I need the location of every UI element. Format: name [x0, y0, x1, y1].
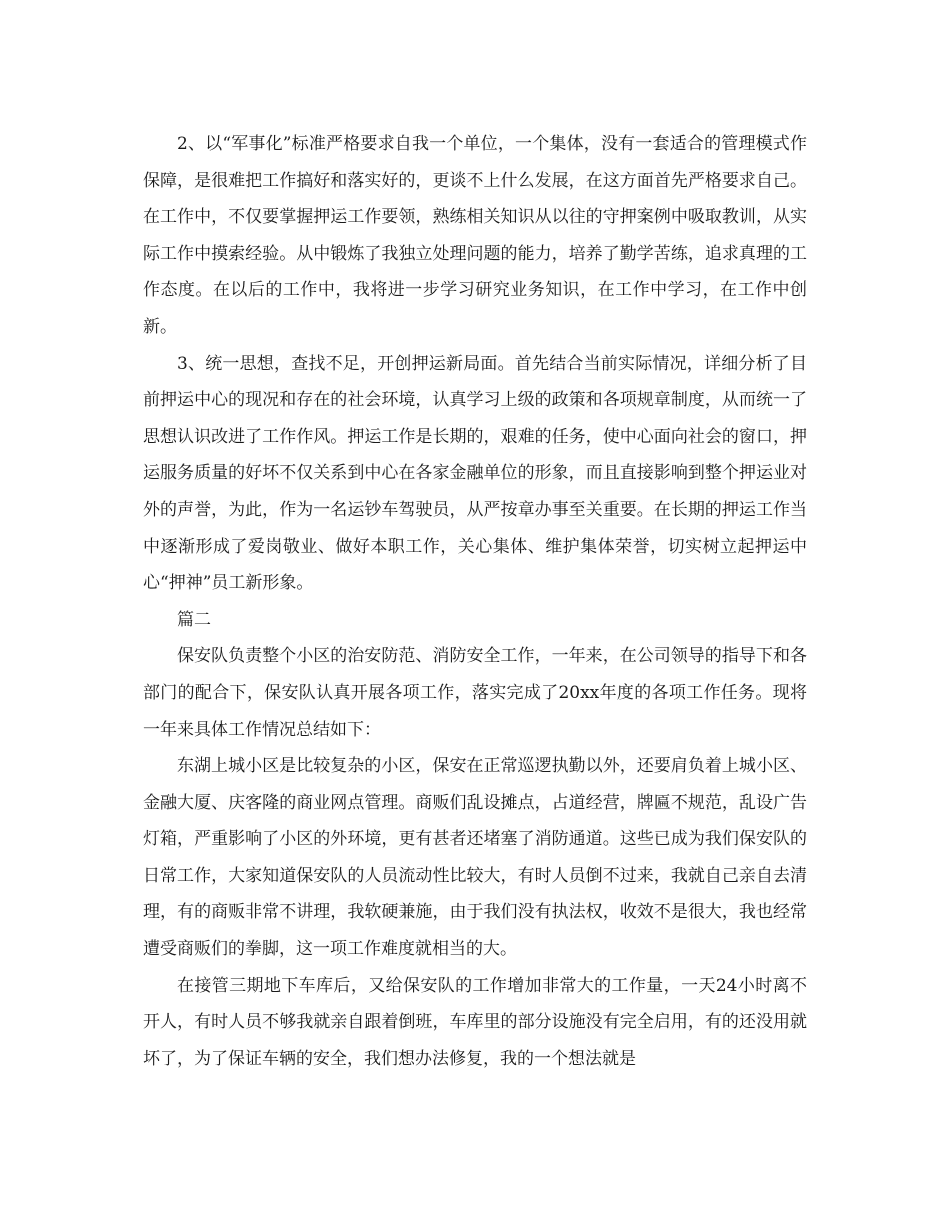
- paragraph-intro: 保安队负责整个小区的治安防范、消防安全工作，一年来，在公司领导的指导下和各部门的配合下，保安队认真开展各项工作，落实完成了20xx年度的各项工作任务。现将一年来具体工作情况总结如下：: [143, 646, 807, 740]
- paragraph-item-3: 3、统一思想，查找不足，开创押运新局面。首先结合当前实际情况，详细分析了目前押运中心的现况和存在的社会环境，认真学习上级的政策和各项规章制度，从而统一了思想认识改进了工作作风。押运工作是长期的，艰难的任务，使中心面向社会的窗口，押运服务质量的好坏不仅关系到中心在各家金融单位的形象，而且直接影响到整个押运业对外的声誉，为此，作为一名运钞车驾驶员，从严按章办事至关重要。在长期的押运工作当中逐渐形成了爱岗敬业、做好本职工作，关心集体、维护集体荣誉，切实树立起押运中心“押神”员工新形象。: [143, 353, 807, 594]
- paragraph-community: 东湖上城小区是比较复杂的小区，保安在正常巡逻执勤以外，还要肩负着上城小区、金融大厦、庆客隆的商业网点管理。商贩们乱设摊点，占道经营，牌匾不规范，乱设广告灯箱，严重影响了小区的外环境，更有甚者还堵塞了消防通道。这些已成为我们保安队的日常工作，大家知道保安队的人员流动性比较大，有时人员倒不过来，我就自己亲自去清理，有的商贩非常不讲理，我软硬兼施，由于我们没有执法权，收效不是很大，我也经常遭受商贩们的拳脚，这一项工作难度就相当的大。: [143, 756, 807, 960]
- paragraph-garage: 在接管三期地下车库后，又给保安队的工作增加非常大的工作量，一天24小时离不开人，有时人员不够我就亲自跟着倒班，车库里的部分设施没有完全启用，有的还没用就坏了，为了保证车辆的安全，我们想办法修复，我的一个想法就是: [143, 975, 807, 1069]
- document-body: [143, 126, 807, 1077]
- paragraph-item-2: 2、以“军事化”标准严格要求自我一个单位，一个集体，没有一套适合的管理模式作保障，是很难把工作搞好和落实好的，更谈不上什么发展，在这方面首先严格要求自己。在工作中，不仅要掌握押运工作要领，熟练相关知识从以往的守押案例中吸取教训，从实际工作中摸索经验。从中锻炼了我独立处理问题的能力，培养了勤学苦练，追求真理的工作态度。在以后的工作中，我将进一步学习研究业务知识，在工作中学习，在工作中创新。: [143, 134, 807, 337]
- section-heading: 篇二: [177, 609, 211, 630]
